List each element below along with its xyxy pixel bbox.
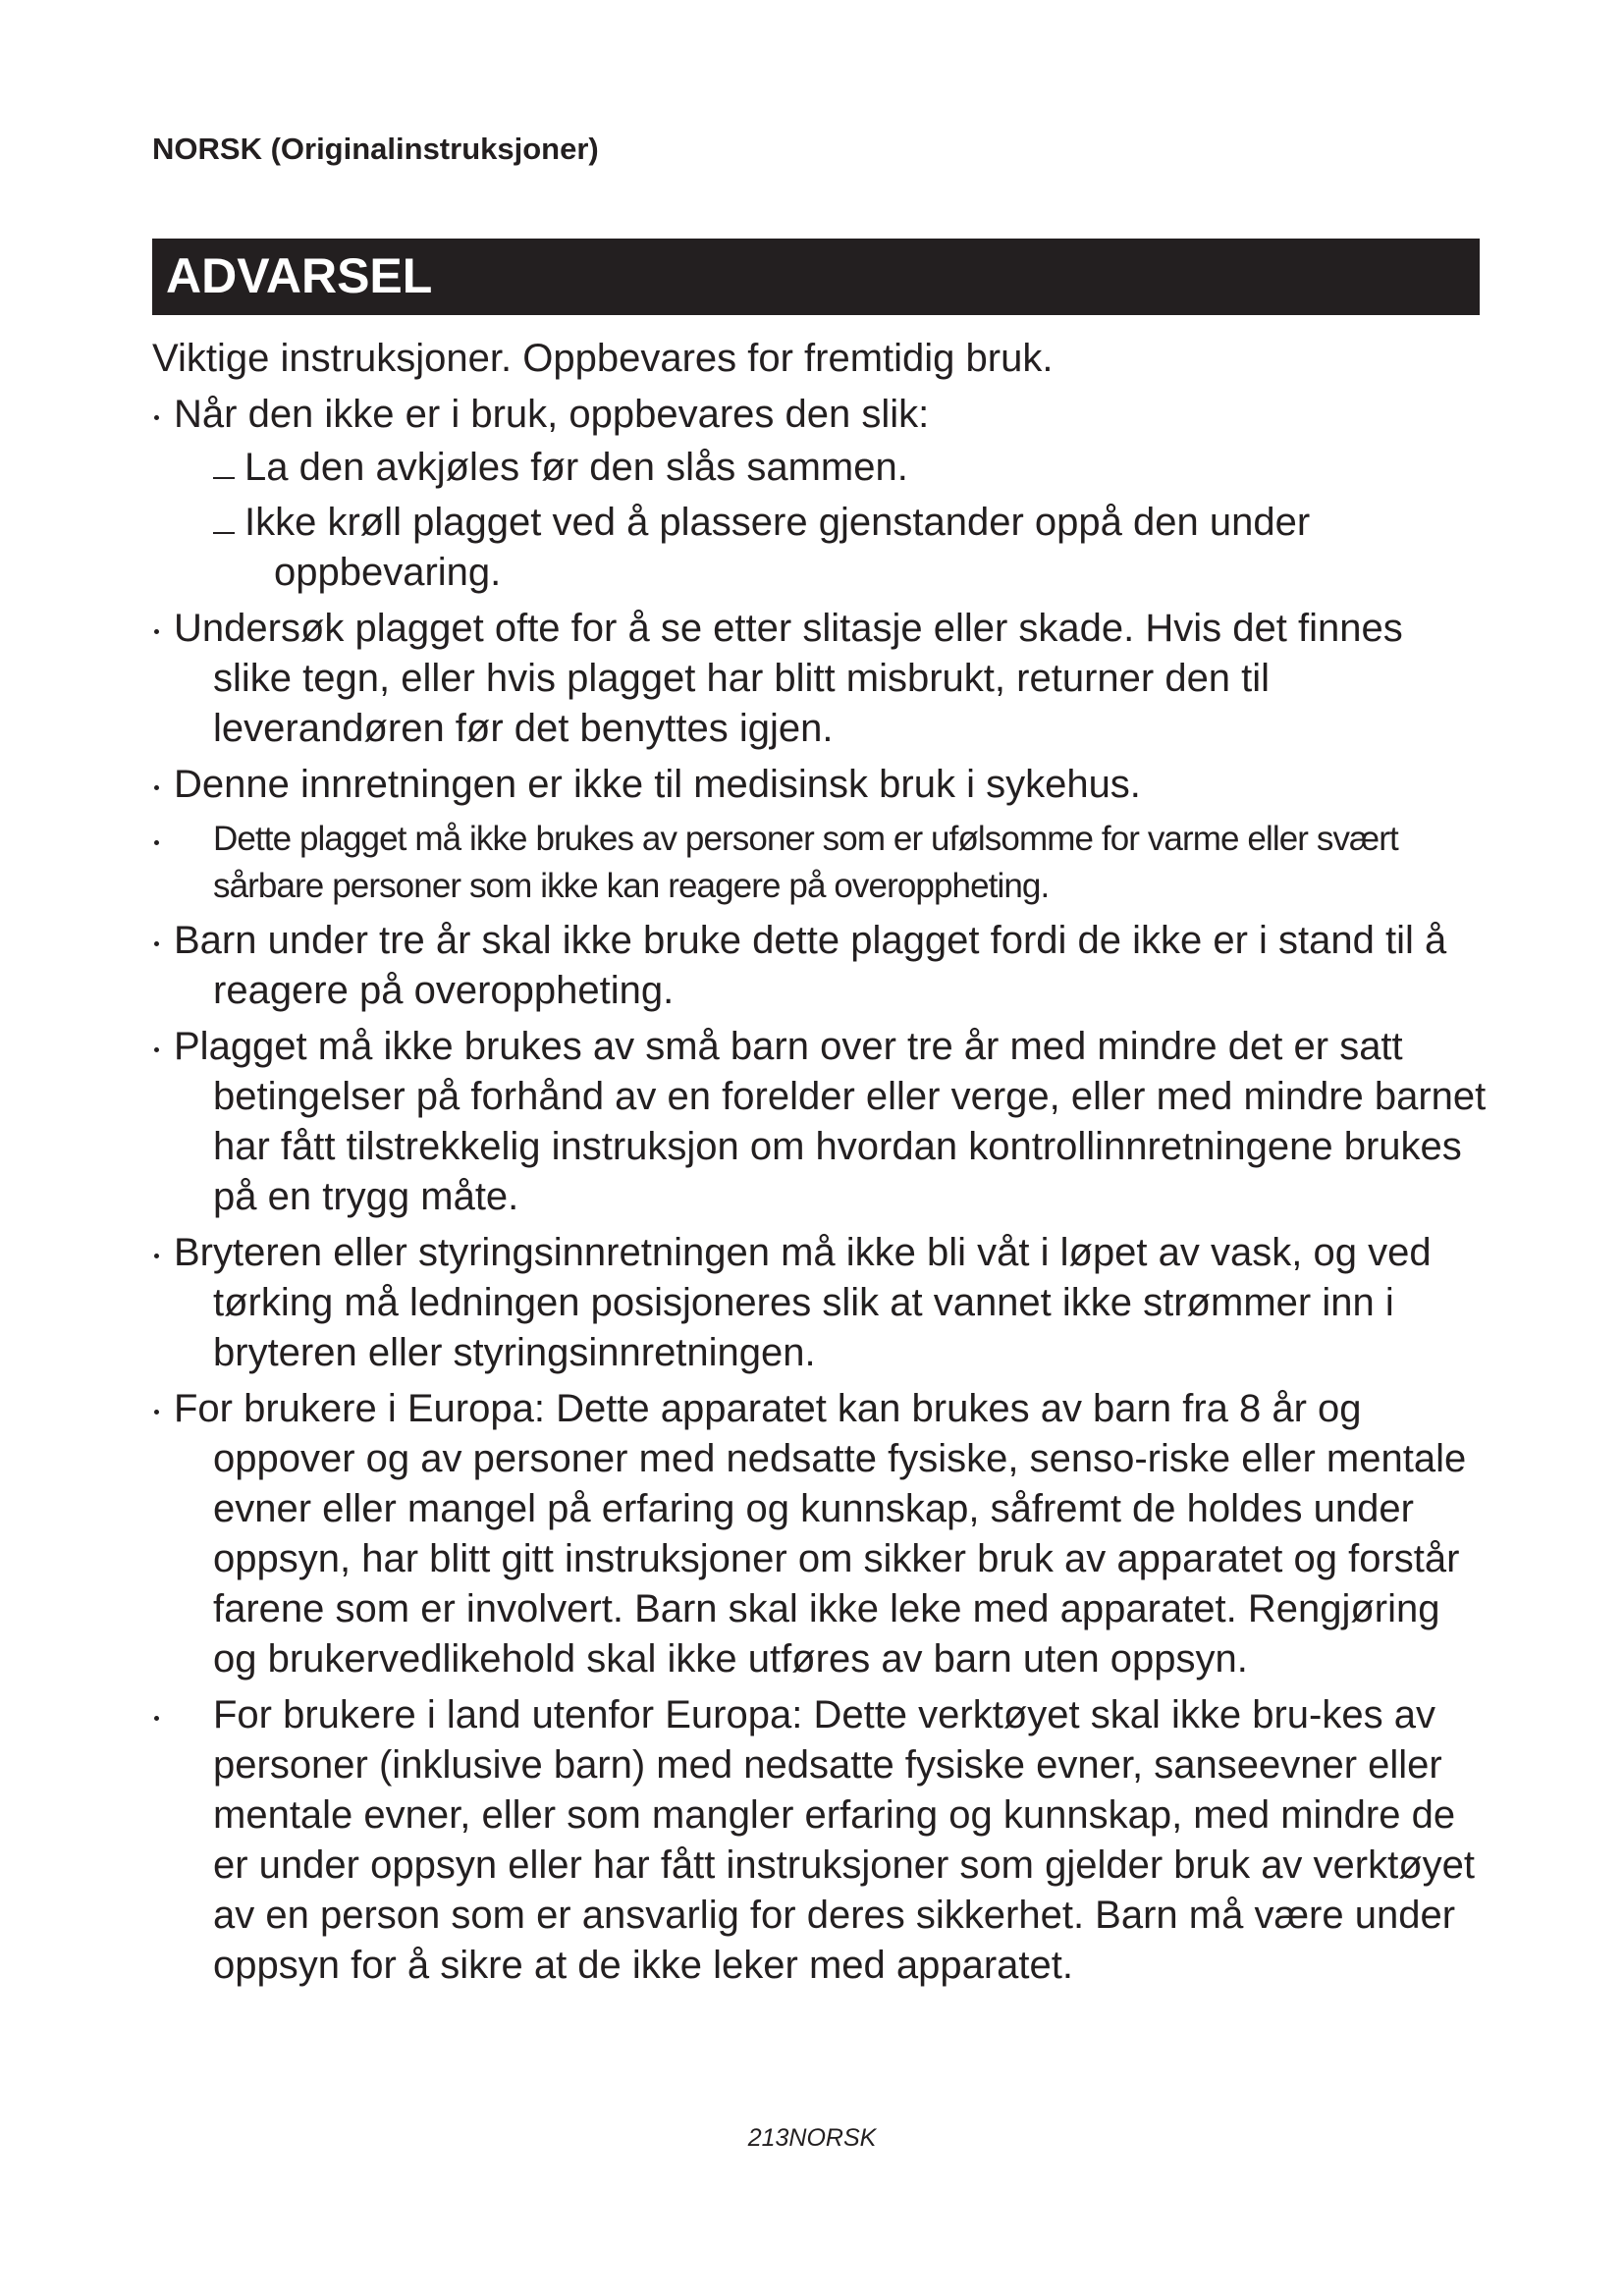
sub-list-item (152, 498, 1488, 598)
list-item (152, 390, 1488, 598)
list-item-text: For brukere i land utenfor Europa: Dette verktøyet skal ikke bru-kes av personer (inklusive barn) med nedsatte fysiske evner, sanseevner eller mentale evner, eller som mangler erfaring og kunnskap, med mindre de er under oppsyn eller har fått instruksjoner som gjelder bruk av verktøyet av en person som er ansvarlig for deres sikkerhet. Barn må være under oppsyn for å sikre at de ikke leker med apparatet. (213, 1693, 1476, 1987)
list-item (152, 604, 1488, 754)
list-item-text: Denne innretningen er ikke til medisinsk bruk i sykehus. (174, 763, 1141, 806)
list-item (152, 1228, 1488, 1378)
page-language-title: NORSK (Originalinstruksjoner) (152, 132, 599, 166)
sub-list-item-text: La den avkjøles før den slås sammen. (244, 446, 908, 489)
warning-title: ADVARSEL (166, 248, 433, 303)
list-item-text: Dette plagget må ikke brukes av personer som er ufølsomme for varme eller svært sårbare personer som ikke kan reagere på overoppheting. (213, 820, 1398, 905)
list-item-text: For brukere i Europa: Dette apparatet kan brukes av barn fra 8 år og oppover og av personer med nedsatte fysiske, senso-riske eller mentale evner eller mangel på erfaring og kunnskap, såfremt de holdes under oppsyn, har blitt gitt instruksjoner om sikker bruk av apparatet og forstår farene som er involvert. Barn skal ikke leke med apparatet. Rengjøring og brukervedlikehold skal ikke utføres av barn uten oppsyn. (174, 1387, 1467, 1681)
page-footer: 213NORSK (747, 2124, 877, 2152)
warning-content (152, 334, 1488, 1997)
list-item (152, 916, 1488, 1016)
list-item (152, 760, 1488, 810)
list-item-text: Når den ikke er i bruk, oppbevares den slik: (174, 393, 930, 436)
sub-list (152, 443, 1488, 598)
list-item-text: Plagget må ikke brukes av små barn over tre år med mindre det er satt betingelser på forhånd av en forelder eller verge, eller med mindre barnet har fått tilstrekkelig instruksjon om hvordan kontrollinnretningene brukes på en trygg måte. (174, 1025, 1487, 1218)
sub-list-item (152, 443, 1488, 493)
list-item (152, 1690, 1488, 1991)
warning-banner (152, 239, 1480, 315)
list-item-text: Bryteren eller styringsinnretningen må ikke bli våt i løpet av vask, og ved tørking må ledningen posisjoneres slik at vannet ikke strømmer inn i bryteren eller styringsinnretningen. (174, 1231, 1432, 1374)
sub-list-item-text: Ikke krøll plagget ved å plassere gjenstander oppå den under oppbevaring. (244, 501, 1311, 594)
list-item-text: Barn under tre år skal ikke bruke dette plagget fordi de ikke er i stand til å reagere på overoppheting. (174, 919, 1447, 1012)
warning-list (152, 390, 1488, 1991)
list-item (152, 1022, 1488, 1222)
list-item-text: Undersøk plagget ofte for å se etter slitasje eller skade. Hvis det finnes slike tegn, eller hvis plagget har blitt misbrukt, returner den til leverandøren før det benyttes igjen. (174, 607, 1403, 750)
list-item (152, 1384, 1488, 1684)
list-item (152, 816, 1488, 910)
intro-text: Viktige instruksjoner. Oppbevares for fremtidig bruk. (152, 337, 1054, 380)
